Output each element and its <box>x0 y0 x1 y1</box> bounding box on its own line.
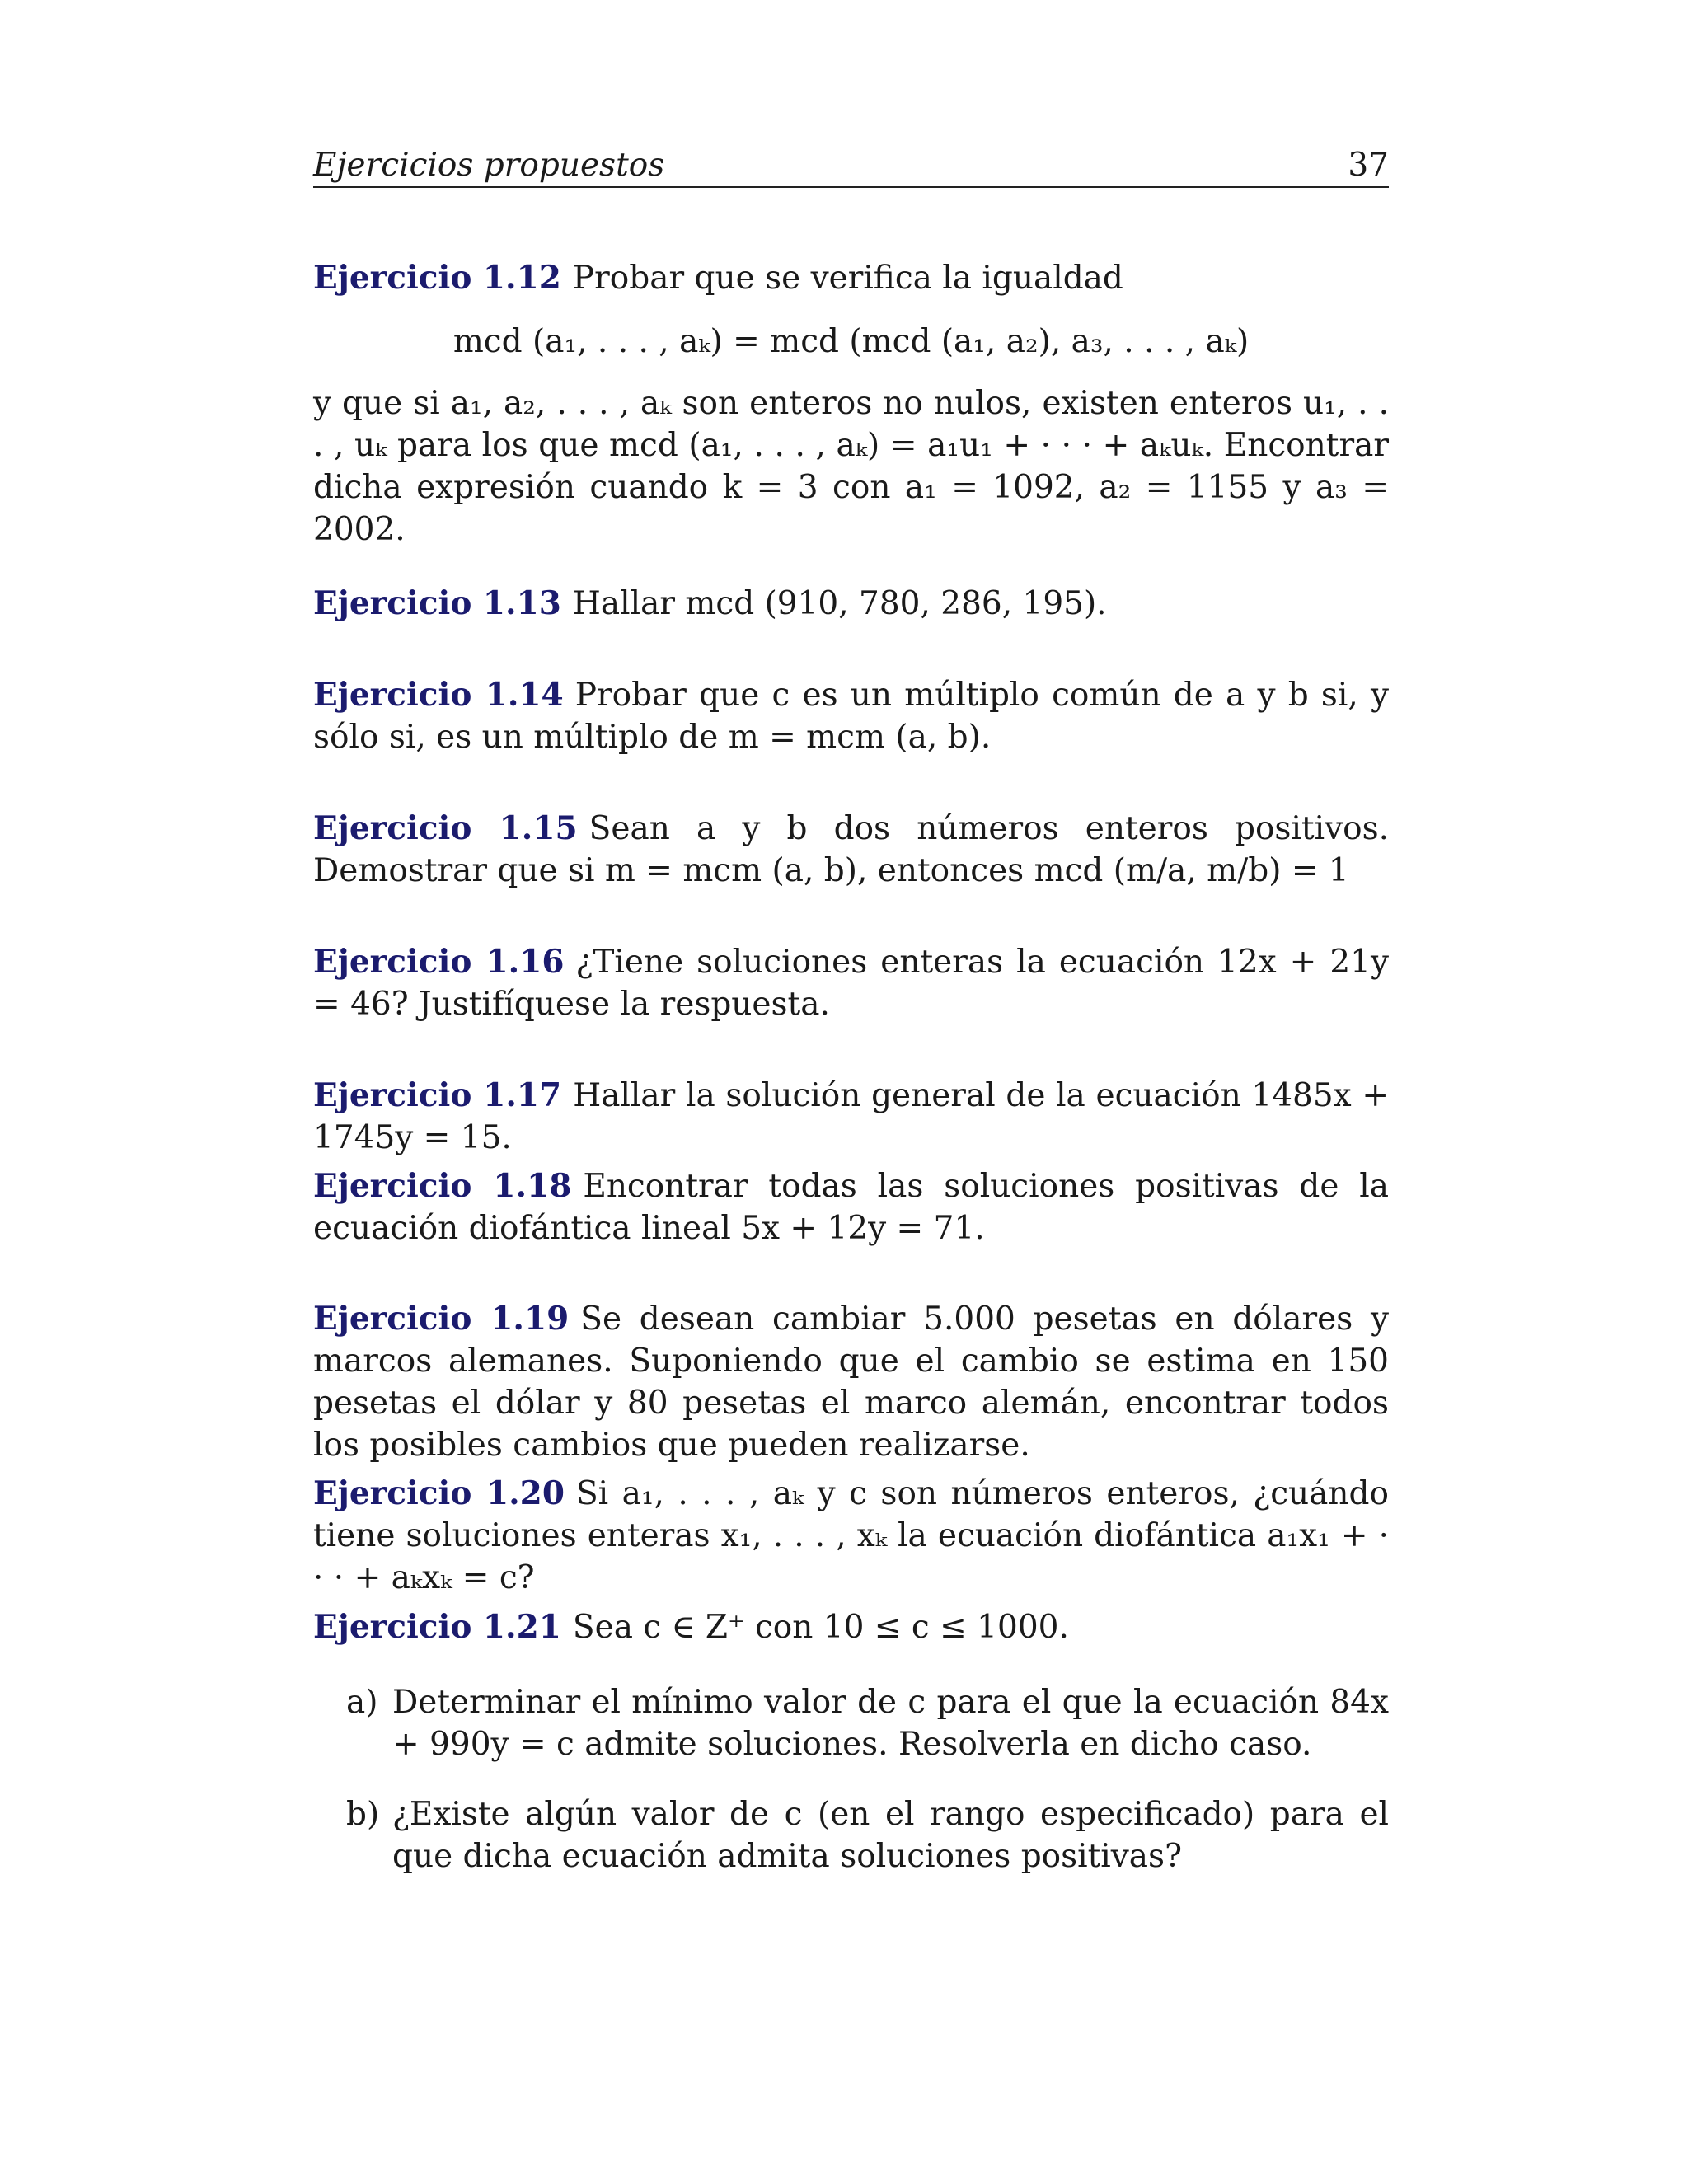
exercise-text: Si a₁, . . . , aₖ y c son números enteros, ¿cuándo tiene soluciones enteras x₁, . . . , xₖ la ecuación diofántica a₁x₁ + · · · + aₖxₖ = c? <box>313 1475 1389 1596</box>
display-equation: mcd (a₁, . . . , aₖ) = mcd (mcd (a₁, a₂), a₃, . . . , aₖ) <box>452 323 1250 360</box>
exercise-1-20 <box>313 1473 1389 1599</box>
exercise-text-continued: y que si a₁, a₂, . . . , aₖ son enteros no nulos, existen enteros u₁, . . . , uₖ para los que mcd (a₁, . . . , aₖ) = a₁u₁ + · · · + aₖuₖ. Encontrar dicha expresión cuando k = 3 con a₁ = 1092, a₂ = 1155 y a₃ = 2002. <box>313 385 1389 548</box>
header-title: Ejercicios propuestos <box>313 147 665 184</box>
exercise-label: Ejercicio 1.19 <box>313 1300 570 1338</box>
exercise-text: ¿Tiene soluciones enteras la ecuación 12x + 21y = 46? Justifíquese la respuesta. <box>313 944 1389 1023</box>
running-header <box>313 145 1389 188</box>
exercise-1-18 <box>313 1165 1389 1249</box>
exercise-label: Ejercicio 1.17 <box>313 1076 562 1114</box>
exercise-1-17 <box>313 1075 1389 1159</box>
exercise-label: Ejercicio 1.15 <box>313 809 578 847</box>
exercise-text: Hallar mcd (910, 780, 286, 195). <box>572 585 1107 622</box>
page-number: 37 <box>1348 147 1389 184</box>
exercise-1-12 <box>313 257 1389 551</box>
exercise-text: Sean a y b dos números enteros positivos. Demostrar que si m = mcm (a, b), entonces mcd (m/a, m/b) = 1 <box>313 810 1389 889</box>
exercise-label: Ejercicio 1.21 <box>313 1608 561 1646</box>
exercise-label: Ejercicio 1.13 <box>313 584 561 622</box>
exercise-1-15 <box>313 808 1389 892</box>
subitem-marker: b) <box>346 1796 380 1833</box>
exercise-label: Ejercicio 1.12 <box>313 259 561 297</box>
exercise-1-19 <box>313 1298 1389 1466</box>
exercise-1-16 <box>313 941 1389 1025</box>
exercise-label: Ejercicio 1.16 <box>313 943 565 981</box>
exercise-1-14 <box>313 674 1389 758</box>
subitem-a <box>313 1681 1389 1765</box>
exercise-text: Sea c ∈ Z⁺ con 10 ≤ c ≤ 1000. <box>572 1609 1069 1646</box>
exercise-text: Hallar la solución general de la ecuación 1485x + 1745y = 15. <box>313 1077 1389 1156</box>
exercise-label: Ejercicio 1.14 <box>313 676 564 714</box>
subitem-marker: a) <box>346 1684 378 1721</box>
exercise-label: Ejercicio 1.18 <box>313 1167 572 1205</box>
exercise-text: Probar que se verifica la igualdad <box>572 260 1123 297</box>
exercise-text: Encontrar todas las soluciones positivas de la ecuación diofántica lineal 5x + 12y = 71. <box>313 1168 1389 1247</box>
exercise-label: Ejercicio 1.20 <box>313 1474 565 1512</box>
exercise-text: Probar que c es un múltiplo común de a y b si, y sólo si, es un múltiplo de m = mcm (a, b). <box>313 677 1389 756</box>
exercise-text: Se desean cambiar 5.000 pesetas en dólares y marcos alemanes. Suponiendo que el cambio se estima en 150 pesetas el dólar y 80 pesetas el marco alemán, encontrar todos los posibles cambios que pueden realizarse. <box>313 1301 1389 1464</box>
subitem-text: ¿Existe algún valor de c (en el rango especificado) para el que dicha ecuación admita soluciones positivas? <box>392 1796 1389 1875</box>
subitem-list <box>313 1681 1389 1877</box>
subitem-b <box>313 1793 1389 1877</box>
exercise-1-21 <box>313 1606 1389 1905</box>
exercise-1-13 <box>313 583 1389 625</box>
subitem-text: Determinar el mínimo valor de c para el que la ecuación 84x + 990y = c admite soluciones. Resolverla en dicho caso. <box>392 1684 1389 1763</box>
